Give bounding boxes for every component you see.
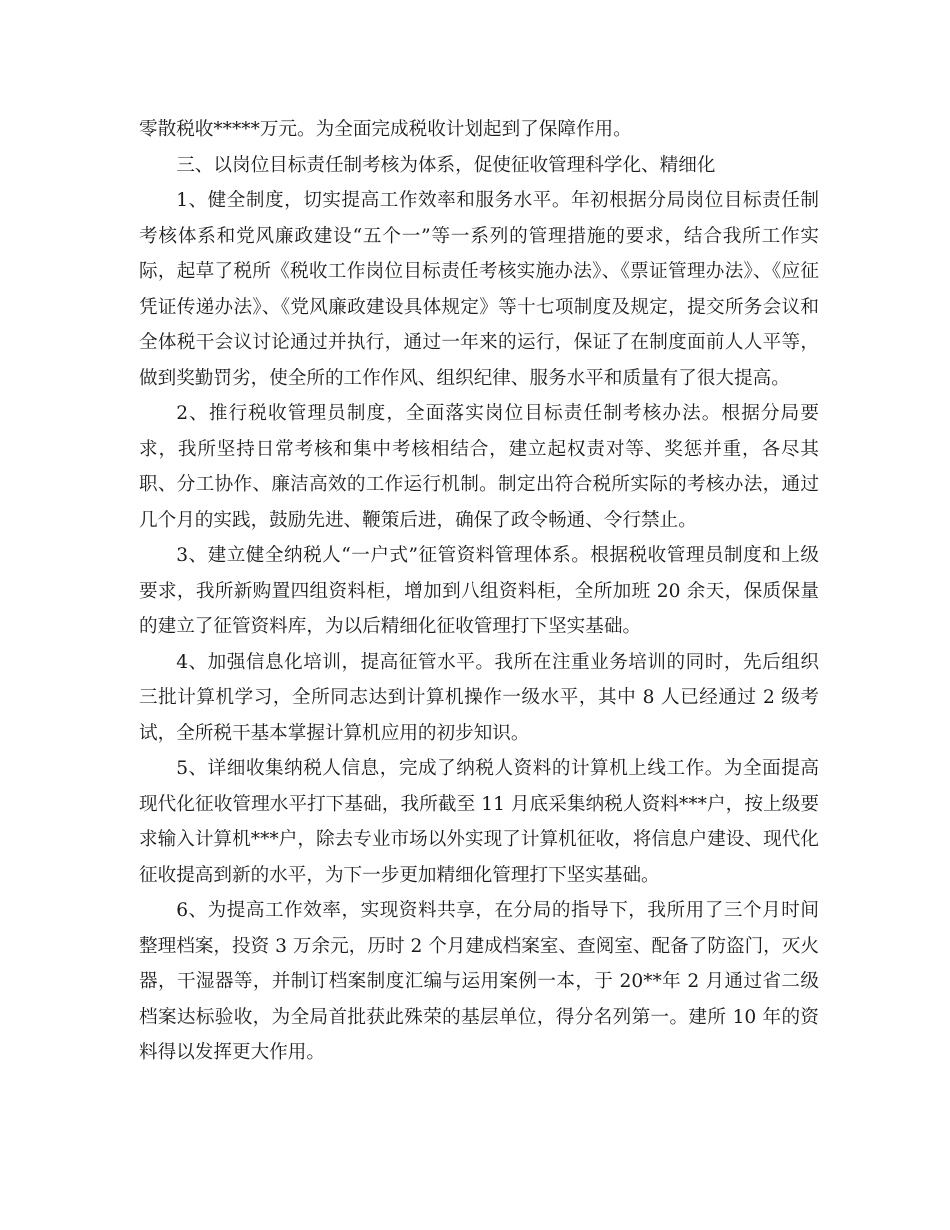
document-body — [139, 112, 819, 1071]
paragraph-item-1: 1、健全制度，切实提高工作效率和服务水平。年初根据分局岗位目标责任制考核体系和党风廉政建设“五个一”等一系列的管理措施的要求，结合我所工作实际，起草了税所《税收工作岗位目标责任考核实施办法》、《票证管理办法》、《应征凭证传递办法》、《党风廉政建设具体规定》等十七项制度及规定，提交所务会议和全体税干会议讨论通过并执行，通过一年来的运行，保证了在制度面前人人平等，做到奖勤罚劣，使全所的工作作风、组织纪律、服务水平和质量有了很大提高。 — [139, 190, 819, 389]
paragraph-item-4: 4、加强信息化培训，提高征管水平。我所在注重业务培训的同时，先后组织三批计算机学习，全所同志达到计算机操作一级水平，其中 8 人已经通过 2 级考试，全所税干基本掌握计算机应用的初步知识。 — [139, 651, 819, 744]
paragraph-item-5: 5、详细收集纳税人信息，完成了纳税人资料的计算机上线工作。为全面提高现代化征收管理水平打下基础，我所截至 11 月底采集纳税人资料***户，按上级要求输入计算机***户，除去专业市场以外实现了计算机征收，将信息户建设、现代化征收提高到新的水平，为下一步更加精细化管理打下坚实基础。 — [139, 758, 819, 886]
paragraph-item-3: 3、建立健全纳税人“一户式”征管资料管理体系。根据税收管理员制度和上级要求，我所新购置四组资料柜，增加到八组资料柜，全所加班 20 余天，保质保量的建立了征管资料库，为以后精细化征收管理打下坚实基础。 — [139, 545, 819, 637]
paragraph-continuation: 零散税收*****万元。为全面完成税收计划起到了保障作用。 — [139, 119, 632, 140]
paragraph-item-6: 6、为提高工作效率，实现资料共享，在分局的指导下，我所用了三个月时间整理档案，投资 3 万余元，历时 2 个月建成档案室、查阅室、配备了防盗门，灭火器，干湿器等，并制订档案制度汇编与运用案例一本，于 20**年 2 月通过省二级档案达标验收，为全局首批获此殊荣的基层单位，得分名列第一。建所 10 年的资料得以发挥更大作用。 — [139, 900, 819, 1063]
section-heading-three: 三、以岗位目标责任制考核为体系，促使征收管理科学化、精细化 — [176, 154, 716, 176]
paragraph-item-2: 2、推行税收管理员制度，全面落实岗位目标责任制考核办法。根据分局要求，我所坚持日常考核和集中考核相结合，建立起权责对等、奖惩并重，各尽其职、分工协作、廉洁高效的工作运行机制。制定出符合税所实际的考核办法，通过几个月的实践，鼓励先进、鞭策后进，确保了政令畅通、令行禁止。 — [139, 403, 819, 531]
